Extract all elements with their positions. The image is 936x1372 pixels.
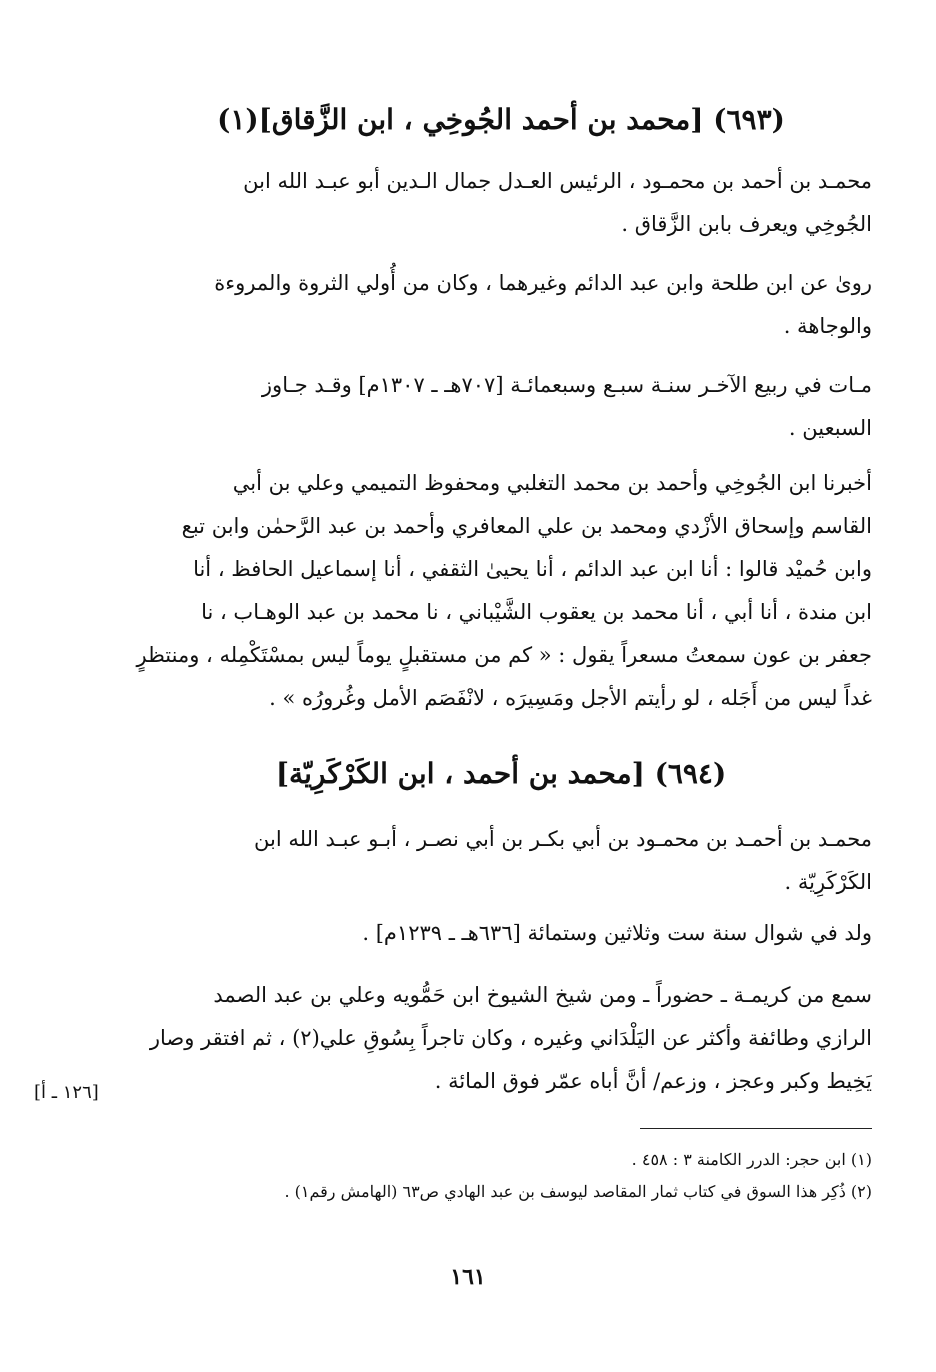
entry-694-paragraph-2 <box>170 912 872 955</box>
text-line: الكَرْكَرِيّة . <box>784 870 872 894</box>
text-line: غداً ليس من أَجَله ، لو رأيتم الأجل ومَسِيرَه ، لانْفَصَم الأمل وغُرورُه » . <box>269 686 872 710</box>
entry-693-heading: (٦٩٣) [محمد بن أحمد الجُوخِي ، ابن الزَّقاق](١) <box>217 103 785 136</box>
text-line: سمع من كريمـة ـ حضوراً ـ ومن شيخ الشيوخ ابن حَمُّويه وعلي بن عبد الصمد <box>213 983 872 1007</box>
entry-694-heading: (٦٩٤) [محمد بن أحمد ، ابن الكَرْكَرِيّة] <box>275 757 727 790</box>
text-line: روىٰ عن ابن طلحة وابن عبد الدائم وغيرهما ، وكان من أُولي الثروة والمروءة <box>214 271 872 295</box>
text-line: الجُوخِي ويعرف بابن الزَّقاق . <box>621 212 872 236</box>
text-line: جعفر بن عون سمعتُ مسعراً يقول : « كم من مستقبلٍ يوماً ليس بمسْتَكْمِله ، ومنتظرٍ <box>136 643 872 667</box>
page-number: ١٦١ <box>450 1264 486 1290</box>
text-line: ابن مندة ، أنا أبي ، أنا محمد بن يعقوب الشَّيْباني ، نا محمد بن عبد الوهـاب ، نا <box>201 600 872 624</box>
entry-693-paragraph-1 <box>130 160 872 246</box>
text-line: أخبرنا ابن الجُوخِي وأحمد بن محمد التغلبي ومحفوظ التميمي وعلي بن أبي <box>232 471 872 495</box>
entry-693-paragraph-2 <box>130 262 872 348</box>
entry-693-paragraph-3 <box>130 364 872 450</box>
text-line: مـات في ربيع الآخـر سنـة سبـع وسبعمائـة [٧٠٧هـ ـ ١٣٠٧م] وقـد جـاوز <box>261 373 872 397</box>
text-line: القاسم وإسحاق الأزْدي ومحمد بن علي المعافري وأحمد بن عبد الرَّحمٰن وابن تبع <box>181 514 872 538</box>
text-line: يَخِيط وكبر وعجز ، وزعم/ أنَّ أباه عمّر فوق المائة . <box>434 1069 872 1093</box>
footnote-separator <box>640 1128 872 1129</box>
footnotes <box>130 1144 872 1208</box>
entry-693-paragraph-4 <box>130 462 872 720</box>
entry-694-paragraph-3 <box>130 974 872 1103</box>
manuscript-folio-note: [١٢٦ ـ أ] <box>34 1082 99 1103</box>
text-line: والوجاهة . <box>783 314 872 338</box>
text-line: ولد في شوال سنة ست وثلاثين وستمائة [٦٣٦هـ ـ ١٢٣٩م] . <box>362 921 872 945</box>
text-line: السبعين . <box>788 416 872 440</box>
footnote-1: (١) ابن حجر: الدرر الكامنة ٣ : ٤٥٨ . <box>631 1150 872 1169</box>
text-line: وابن حُميْد قالوا : أنا ابن عبد الدائم ، أنا يحيىٰ الثقفي ، أنا إسماعيل الحافظ ، أنا <box>193 557 872 581</box>
entry-694-paragraph-1 <box>130 818 872 904</box>
footnote-2: (٢) ذُكِر هذا السوق في كتاب ثمار المقاصد ليوسف بن عبد الهادي ص٦٣ (الهامش رقم١) . <box>284 1182 872 1201</box>
text-line: محمـد بن أحمد بن محمـود ، الرئيس العـدل جمال الـدين أبو عبـد الله ابن <box>243 169 872 193</box>
text-line: الرازي وطائفة وأكثر عن اليَلْدَاني وغيره ، وكان تاجراً بِسُوقِ علي(٢) ، ثم افتقر وصار <box>149 1026 872 1050</box>
text-line: محمـد بن أحمـد بن محمـود بن أبي بكـر بن أبي نصـر ، أبـو عبـد الله ابن <box>254 827 872 851</box>
